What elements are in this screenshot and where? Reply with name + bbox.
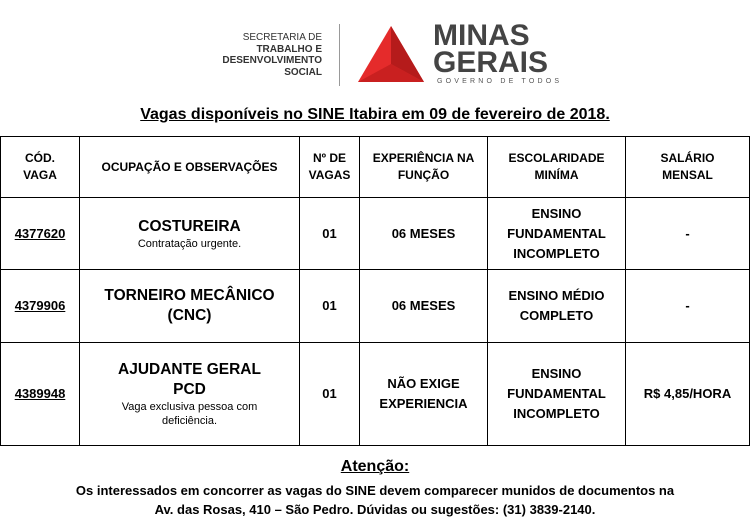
secretaria-line: DESENVOLVIMENTO xyxy=(222,55,322,66)
salary-cell: - xyxy=(626,198,750,270)
salary-cell: R$ 4,85/HORA xyxy=(626,343,750,446)
occupation-name: (CNC) xyxy=(167,307,212,324)
vacancy-code[interactable]: 4377620 xyxy=(1,198,80,270)
header-code: CÓD. VAGA xyxy=(1,137,80,198)
vacancy-count: 01 xyxy=(300,270,360,343)
brand-name xyxy=(433,19,549,79)
experience-cell: 06 MESES xyxy=(360,198,488,270)
vacancy-count: 01 xyxy=(300,198,360,270)
vacancy-count: 01 xyxy=(300,343,360,446)
vacancy-code[interactable]: 4379906 xyxy=(1,270,80,343)
experience-cell: NÃO EXIGE EXPERIENCIA xyxy=(360,343,488,446)
education-cell: ENSINO FUNDAMENTAL INCOMPLETO xyxy=(488,343,626,446)
occupation-name: TORNEIRO MECÂNICO xyxy=(104,287,275,304)
vacancy-code[interactable]: 4389948 xyxy=(1,343,80,446)
table-row xyxy=(1,270,750,343)
header-divider xyxy=(339,24,340,86)
education-cell: ENSINO MÉDIO COMPLETO xyxy=(488,270,626,343)
vacancies-table xyxy=(0,136,750,446)
occupation-name: COSTUREIRA xyxy=(138,217,241,235)
header-experience: EXPERIÊNCIA NA FUNÇÃO xyxy=(360,137,488,198)
occupation-observation: Contratação urgente. xyxy=(137,237,242,250)
page-title: Vagas disponíveis no SINE Itabira em 09 de fevereiro de 2018. xyxy=(140,106,610,123)
occupation-observation: Vaga exclusiva pessoa com xyxy=(121,401,258,413)
experience-cell: 06 MESES xyxy=(360,270,488,343)
occupation-cell xyxy=(80,270,300,343)
occupation-name: AJUDANTE GERAL xyxy=(118,361,261,378)
brand-line: MINAS xyxy=(433,19,530,52)
brand-tagline: GOVERNO DE TODOS xyxy=(437,78,563,85)
secretaria-line: TRABALHO E xyxy=(256,43,322,55)
attention-notice xyxy=(0,481,750,519)
attention-heading: Atenção: xyxy=(340,458,410,475)
table-header-row xyxy=(1,137,750,198)
salary-cell: - xyxy=(626,270,750,343)
header xyxy=(0,0,750,96)
table-row xyxy=(1,198,750,270)
header-education: ESCOLARIDADE MINÍMA xyxy=(488,137,626,198)
header-vacancies: Nº DE VAGAS xyxy=(300,137,360,198)
triangle-logo-icon xyxy=(356,24,426,84)
occupation-cell xyxy=(80,198,300,270)
secretaria-label xyxy=(200,32,322,78)
table-row xyxy=(1,343,750,446)
secretaria-line: SOCIAL xyxy=(284,66,322,78)
notice-line: Os interessados em concorrer as vagas do SINE devem comparecer munidos de documentos na xyxy=(75,483,675,498)
occupation-observation: deficiência. xyxy=(161,415,218,427)
occupation-name: PCD xyxy=(173,381,206,398)
education-cell: ENSINO FUNDAMENTAL INCOMPLETO xyxy=(488,198,626,270)
header-occupation: OCUPAÇÃO E OBSERVAÇÕES xyxy=(80,137,300,198)
occupation-cell xyxy=(80,343,300,446)
header-salary: SALÁRIO MENSAL xyxy=(626,137,750,198)
secretaria-line: SECRETARIA DE xyxy=(242,32,322,43)
brand-line: GERAIS xyxy=(433,46,549,79)
notice-line: Av. das Rosas, 410 – São Pedro. Dúvidas ou sugestões: (31) 3839-2140. xyxy=(154,502,596,517)
